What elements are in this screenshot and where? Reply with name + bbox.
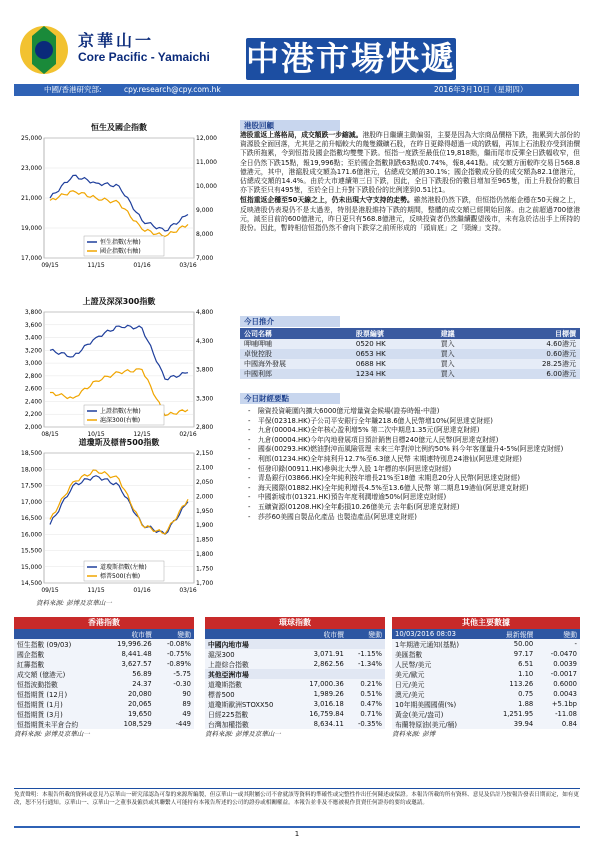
table-row: 國企指數 8,441.48 -0.75% — [14, 649, 194, 659]
y2-tick-label: 2,100 — [196, 464, 214, 472]
y-tick-label: 2,600 — [24, 385, 42, 393]
table-heading: 其他主要數據 — [392, 617, 580, 629]
y2-tick-label: 8,000 — [196, 231, 214, 238]
y-tick-label: 3,600 — [24, 321, 42, 329]
y2-tick-label: 1,700 — [196, 580, 214, 587]
col-header: 公司名稱 — [240, 328, 352, 339]
report-date: 2016年3月10日（星期四） — [434, 85, 528, 94]
recommendations-table — [240, 328, 580, 379]
y2-tick-label: 4,800 — [196, 309, 214, 316]
report-title: 中港市場快遞 — [246, 39, 456, 78]
table-row: 台灣加權指數 8,634.11 -0.35% — [205, 719, 385, 729]
chart-panel-shanghai — [14, 296, 224, 445]
y2-tick-label: 9,000 — [196, 207, 214, 214]
y2-tick-label: 12,000 — [196, 135, 217, 142]
list-item: - 國泰(00293.HK)燃油對沖而風險管理 未來三年對沖比例約50% 料今年客運量升4-5%(阿思達克財經) — [248, 445, 580, 455]
x-tick-label: 01/16 — [133, 587, 151, 594]
table-row: 澳元/美元 0.75 0.0043 — [392, 689, 580, 699]
list-item: - 青島銀行(03866.HK)全年純利按年增長21%至18億 末期息20分人民幣(阿思達克財經) — [248, 474, 580, 484]
table-row: 美元/歐元 1.10 -0.0017 — [392, 669, 580, 679]
y-tick-label: 18,500 — [21, 450, 42, 457]
y-tick-label: 14,500 — [21, 580, 42, 587]
table-row: 10年期美國國債(%) 1.88 +5.1bp — [392, 699, 580, 709]
review-body-2: 雖然港股仍然下跌，但恒指仍然能企穩在50天線之上，反映港股仍表現仍不是太過差，特別是港股維持下跌的期間，整體的成交額已經開始回落。由之前超過700億港元，減至目前的600億港元，昨日更只有568.8億港元，反映投資者仍然繼續觀望後市，未有急於沽出手上所持的股份。因此，暫時相信恒指仍然不會向下跌穿之前所形成的「頭肩底」之「頸線」支持。 — [240, 196, 580, 233]
y2-tick-label: 1,800 — [196, 551, 214, 559]
header-bar — [14, 84, 579, 96]
legend-label: 國企指數(右軸) — [100, 248, 141, 255]
col-header — [205, 629, 295, 639]
col-header: 10/03/2016 08:03 — [392, 629, 487, 639]
list-item: - 中國新城市(01321.HK)預告年度利潤增逾50%(阿思達克財經) — [248, 493, 580, 503]
y-tick-label: 21,000 — [21, 195, 42, 202]
review-lead-2: 恒指重返企穩至50天線之上，仍未出現大守支持的走勢。 — [240, 196, 414, 205]
y-tick-label: 2,000 — [24, 424, 42, 431]
y-tick-label: 3,800 — [24, 309, 42, 316]
table-row: 紅籌指數 3,627.57 -0.89% — [14, 659, 194, 669]
email-link[interactable]: cpy.research@cpy.com.hk — [124, 85, 221, 94]
list-item: - 利郎(01234.HK)全年純利升12.7%至6.3億人民幣 末期連特別息24港仙(阿思達克財經) — [248, 455, 580, 465]
chart-title: 上證及深深300指數 — [82, 297, 156, 306]
chart-title: 恒生及國企指數 — [91, 123, 147, 132]
table-row: 1年期港元通知(基點) 50.00 - — [392, 639, 580, 649]
legend-label: 滬深300(右軸) — [100, 417, 141, 424]
y-tick-label: 15,000 — [21, 563, 42, 571]
col-header: 變動 — [155, 629, 194, 639]
col-header: 收市價 — [295, 629, 346, 639]
table-row: 中國利郎 1234 HK 買入 6.00港元 — [240, 369, 580, 379]
y2-tick-label: 1,900 — [196, 522, 214, 530]
table-row: 黃金(美元/盎司) 1,251.95 -11.08 — [392, 709, 580, 719]
table-row: 滬深300 3,071.91 -1.15% — [205, 649, 385, 659]
y2-tick-label: 1,950 — [196, 507, 214, 515]
table-row: 美匯指數 97.17 -0.0470 — [392, 649, 580, 659]
list-item: - 九倉(00004.HK)全年核心盈利增5% 第二次中期息1.35元(阿思達克財經) — [248, 426, 580, 436]
y2-tick-label: 7,000 — [196, 255, 214, 262]
review-lead-1: 港股重返上落格局，成交額跌一步縮減。 — [240, 131, 363, 139]
series-line — [50, 325, 188, 379]
y-tick-label: 17,000 — [21, 498, 42, 506]
hk-index-table — [14, 617, 194, 738]
list-item: - 恒發印錄(00911.HK)參與北大學入股 1年標的率(阿思達克財經) — [248, 465, 580, 475]
table-source: 資料來源: 彭博及京華山一 — [205, 730, 281, 738]
chart-title: 道瓊斯及標普500指數 — [78, 438, 160, 447]
chart-source: 資料來源: 彭博及京華山一 — [36, 599, 112, 607]
y-tick-label: 3,400 — [24, 334, 42, 342]
legend-label: 道瓊斯指數(左軸) — [100, 564, 147, 571]
table-row: 恒指期貨未平倉合約 108,529 -449 — [14, 719, 194, 729]
y2-tick-label: 10,000 — [196, 183, 217, 190]
chart-panel-dow — [14, 437, 224, 601]
y-tick-label: 16,500 — [21, 515, 42, 522]
series-line — [50, 191, 188, 237]
table-row: 恒指波動指數 24.37 -0.30 — [14, 679, 194, 689]
page-number: 1 — [14, 826, 580, 838]
hsi-chart — [14, 134, 224, 274]
finance-heading: 今日財經要點 — [240, 393, 340, 404]
table-source: 資料來源: 彭博 — [392, 730, 436, 738]
list-item: - 九倉(00004.HK)今年內地發展項目預計銷售目標240億元人民幣(阿思達克財經) — [248, 436, 580, 446]
y-tick-label: 3,200 — [24, 347, 42, 355]
list-item: - 平保(02318.HK)子公司平安銀行全年賺218.6億人民幣增10%(阿思達克財經) — [248, 417, 580, 427]
x-tick-label: 09/15 — [41, 262, 59, 269]
x-tick-label: 12/15 — [133, 431, 151, 438]
table-row: 中國內地市場 — [205, 639, 385, 649]
y2-tick-label: 1,850 — [196, 536, 214, 544]
y-tick-label: 2,400 — [24, 398, 42, 406]
table-row: 恒指期貨 (3月) 19,650 49 — [14, 709, 194, 719]
brand-name-en: Core Pacific - Yamaichi — [78, 50, 210, 64]
table-row: 恒指期貨 (12月) 20,080 90 — [14, 689, 194, 699]
col-header: 建議 — [437, 328, 486, 339]
finance-list — [248, 407, 580, 522]
legend-label: 上證指數(左軸) — [100, 408, 141, 415]
x-tick-label: 10/15 — [87, 431, 105, 438]
table-row: 中國海外發展 0688 HK 買入 28.25港元 — [240, 359, 580, 369]
y2-tick-label: 2,050 — [196, 478, 214, 486]
x-tick-label: 03/16 — [179, 262, 197, 269]
y2-tick-label: 3,800 — [196, 366, 214, 374]
table-row: 其他亞洲市場 — [205, 669, 385, 679]
list-item: - 莎莎60美國自製品化產品 也製造產品(阿思達克財經) — [248, 513, 580, 523]
world-index-table — [205, 617, 385, 738]
col-header: 股票編號 — [352, 328, 437, 339]
y2-tick-label: 2,000 — [196, 493, 214, 501]
y2-tick-label: 1,750 — [196, 565, 214, 573]
y2-tick-label: 2,800 — [196, 424, 214, 431]
list-item: - 險資投資範圍內擴大6000億元增量資金候場(證券時報-中證) — [248, 407, 580, 417]
y2-tick-label: 2,150 — [196, 450, 214, 457]
table-row: 恒指期貨 (1月) 20,065 89 — [14, 699, 194, 709]
brand-name-cn: 京華山一 — [78, 31, 155, 50]
series-line — [50, 470, 188, 534]
table-row: 成交額 (億港元) 56.89 -5.75 — [14, 669, 194, 679]
y-tick-label: 19,000 — [21, 225, 42, 232]
y-tick-label: 17,500 — [21, 482, 42, 490]
col-header: 收市價 — [102, 629, 155, 639]
table-row: 日經225指數 16,759.84 0.71% — [205, 709, 385, 719]
y-tick-label: 17,000 — [21, 255, 42, 262]
x-tick-label: 11/15 — [87, 262, 105, 269]
col-header: 最新報價 — [487, 629, 536, 639]
y2-tick-label: 4,300 — [196, 337, 214, 345]
col-header — [14, 629, 102, 639]
table-heading: 香港指數 — [14, 617, 194, 629]
col-header: 變動 — [347, 629, 385, 639]
x-tick-label: 01/16 — [133, 262, 151, 269]
recommendations-heading: 今日推介 — [240, 316, 340, 327]
table-row: 人民幣/美元 6.51 0.0039 — [392, 659, 580, 669]
market-review-heading: 港股回顧 — [240, 120, 340, 131]
table-heading: 環球指數 — [205, 617, 385, 629]
y-tick-label: 3,000 — [24, 360, 42, 368]
shanghai-chart — [14, 308, 224, 443]
table-row: 恒生指數 (09/03) 19,996.26 -0.08% — [14, 639, 194, 649]
col-header: 變動 — [536, 629, 580, 639]
x-tick-label: 02/16 — [179, 431, 197, 438]
table-source: 資料來源: 彭博及京華山一 — [14, 730, 90, 738]
other-data-table — [392, 617, 580, 738]
table-row: 標普500 1,989.26 0.51% — [205, 689, 385, 699]
legend-label: 標普500(右軸) — [100, 573, 141, 580]
x-tick-label: 11/15 — [87, 587, 105, 594]
x-tick-label: 09/15 — [41, 587, 59, 594]
dow-chart — [14, 449, 224, 599]
list-item: - 海天國際(01882.HK)全年純利增長4.5%至13.6億人民幣 第二期息19港仙(阿思達克財經) — [248, 484, 580, 494]
y-tick-label: 2,200 — [24, 411, 42, 419]
table-row: 布蘭特原油(美元/桶) 39.94 0.84 — [392, 719, 580, 729]
chart-panel-hsi — [14, 122, 224, 276]
y2-tick-label: 3,300 — [196, 395, 214, 403]
table-row: 道瓊斯指數 17,000.36 0.21% — [205, 679, 385, 689]
list-item: - 五礦資源(01208.HK)全年虧損10.26億美元 去年虧(阿思達克財經) — [248, 503, 580, 513]
dept-label: 中國/香港研究部: — [44, 85, 102, 94]
table-row: 上證綜合指數 2,862.56 -1.34% — [205, 659, 385, 669]
y-tick-label: 25,000 — [21, 135, 42, 142]
y-tick-label: 2,800 — [24, 372, 42, 380]
y-tick-label: 16,000 — [21, 531, 42, 539]
x-tick-label: 08/15 — [41, 431, 59, 438]
company-logo — [18, 22, 70, 78]
table-row: 日元/美元 113.26 0.6000 — [392, 679, 580, 689]
col-header: 目標價 — [486, 328, 580, 339]
y-tick-label: 15,500 — [21, 547, 42, 555]
y-tick-label: 18,000 — [21, 466, 42, 474]
table-row: 呷哺呷哺 0520 HK 買入 4.60港元 — [240, 339, 580, 349]
y2-tick-label: 11,000 — [196, 159, 217, 166]
legend-label: 恒生指數(左軸) — [100, 239, 141, 246]
table-row: 卓悅控股 0653 HK 買入 0.60港元 — [240, 349, 580, 359]
market-review-text — [240, 131, 580, 234]
y-tick-label: 23,000 — [21, 165, 42, 172]
x-tick-label: 03/16 — [179, 587, 197, 594]
review-body-1: 港股昨日繼續主動偏弱，主要是因為大宗商品價格下跌，拖累到大部份的資源股全面回落，尤其是之前升幅較大的幾隻鐵礦石股，在昨日更錄得超過一成的跌幅，再加上石油股亦受到油價下跌所拖累，令到恒指及國企指數均雙雙下跌。恒指一度跌至最低位19,818點，繼而尾市反彈全日跌幅收窄，但全日仍然下跌15點，報19,996點；至於國企指數則跌63點或0.74%，報8,441點。成交額方面較昨交易日568.8億港元，其中，港滬股成交額為171.6億港元，佔總成交額的30.1%；國企指數成分股的成交額為82.1億港元，佔總成交額的14.4%。由於大市連續第三日下跌，因此，全日下跌股份的數目增加至965隻，而上升股份的數目亦下跌至只有495隻，至於全日上升對下跌股份的比例達到0.51比1。 — [240, 131, 581, 195]
disclaimer: 免責聲明：本報告所載的資料或意見乃京華山一研究部認為可靠的來源所編製，但京華山一或其附屬公司不會就該等資料的準確性或完整性作出任何陳述或保證。本報告所載的所有資料、意見及估計乃按報告發表日期而定，如有更改，恕不另行通知。京華山一、京華山一之董事及僱員或其聯繫人可能持有本報告所述的公司的證券或相關權益。本報告並非及不應被視作買賣任何證券的要約或邀請。 — [14, 788, 580, 807]
table-row: 道瓊斯歐洲STOXX50 3,016.18 0.47% — [205, 699, 385, 709]
